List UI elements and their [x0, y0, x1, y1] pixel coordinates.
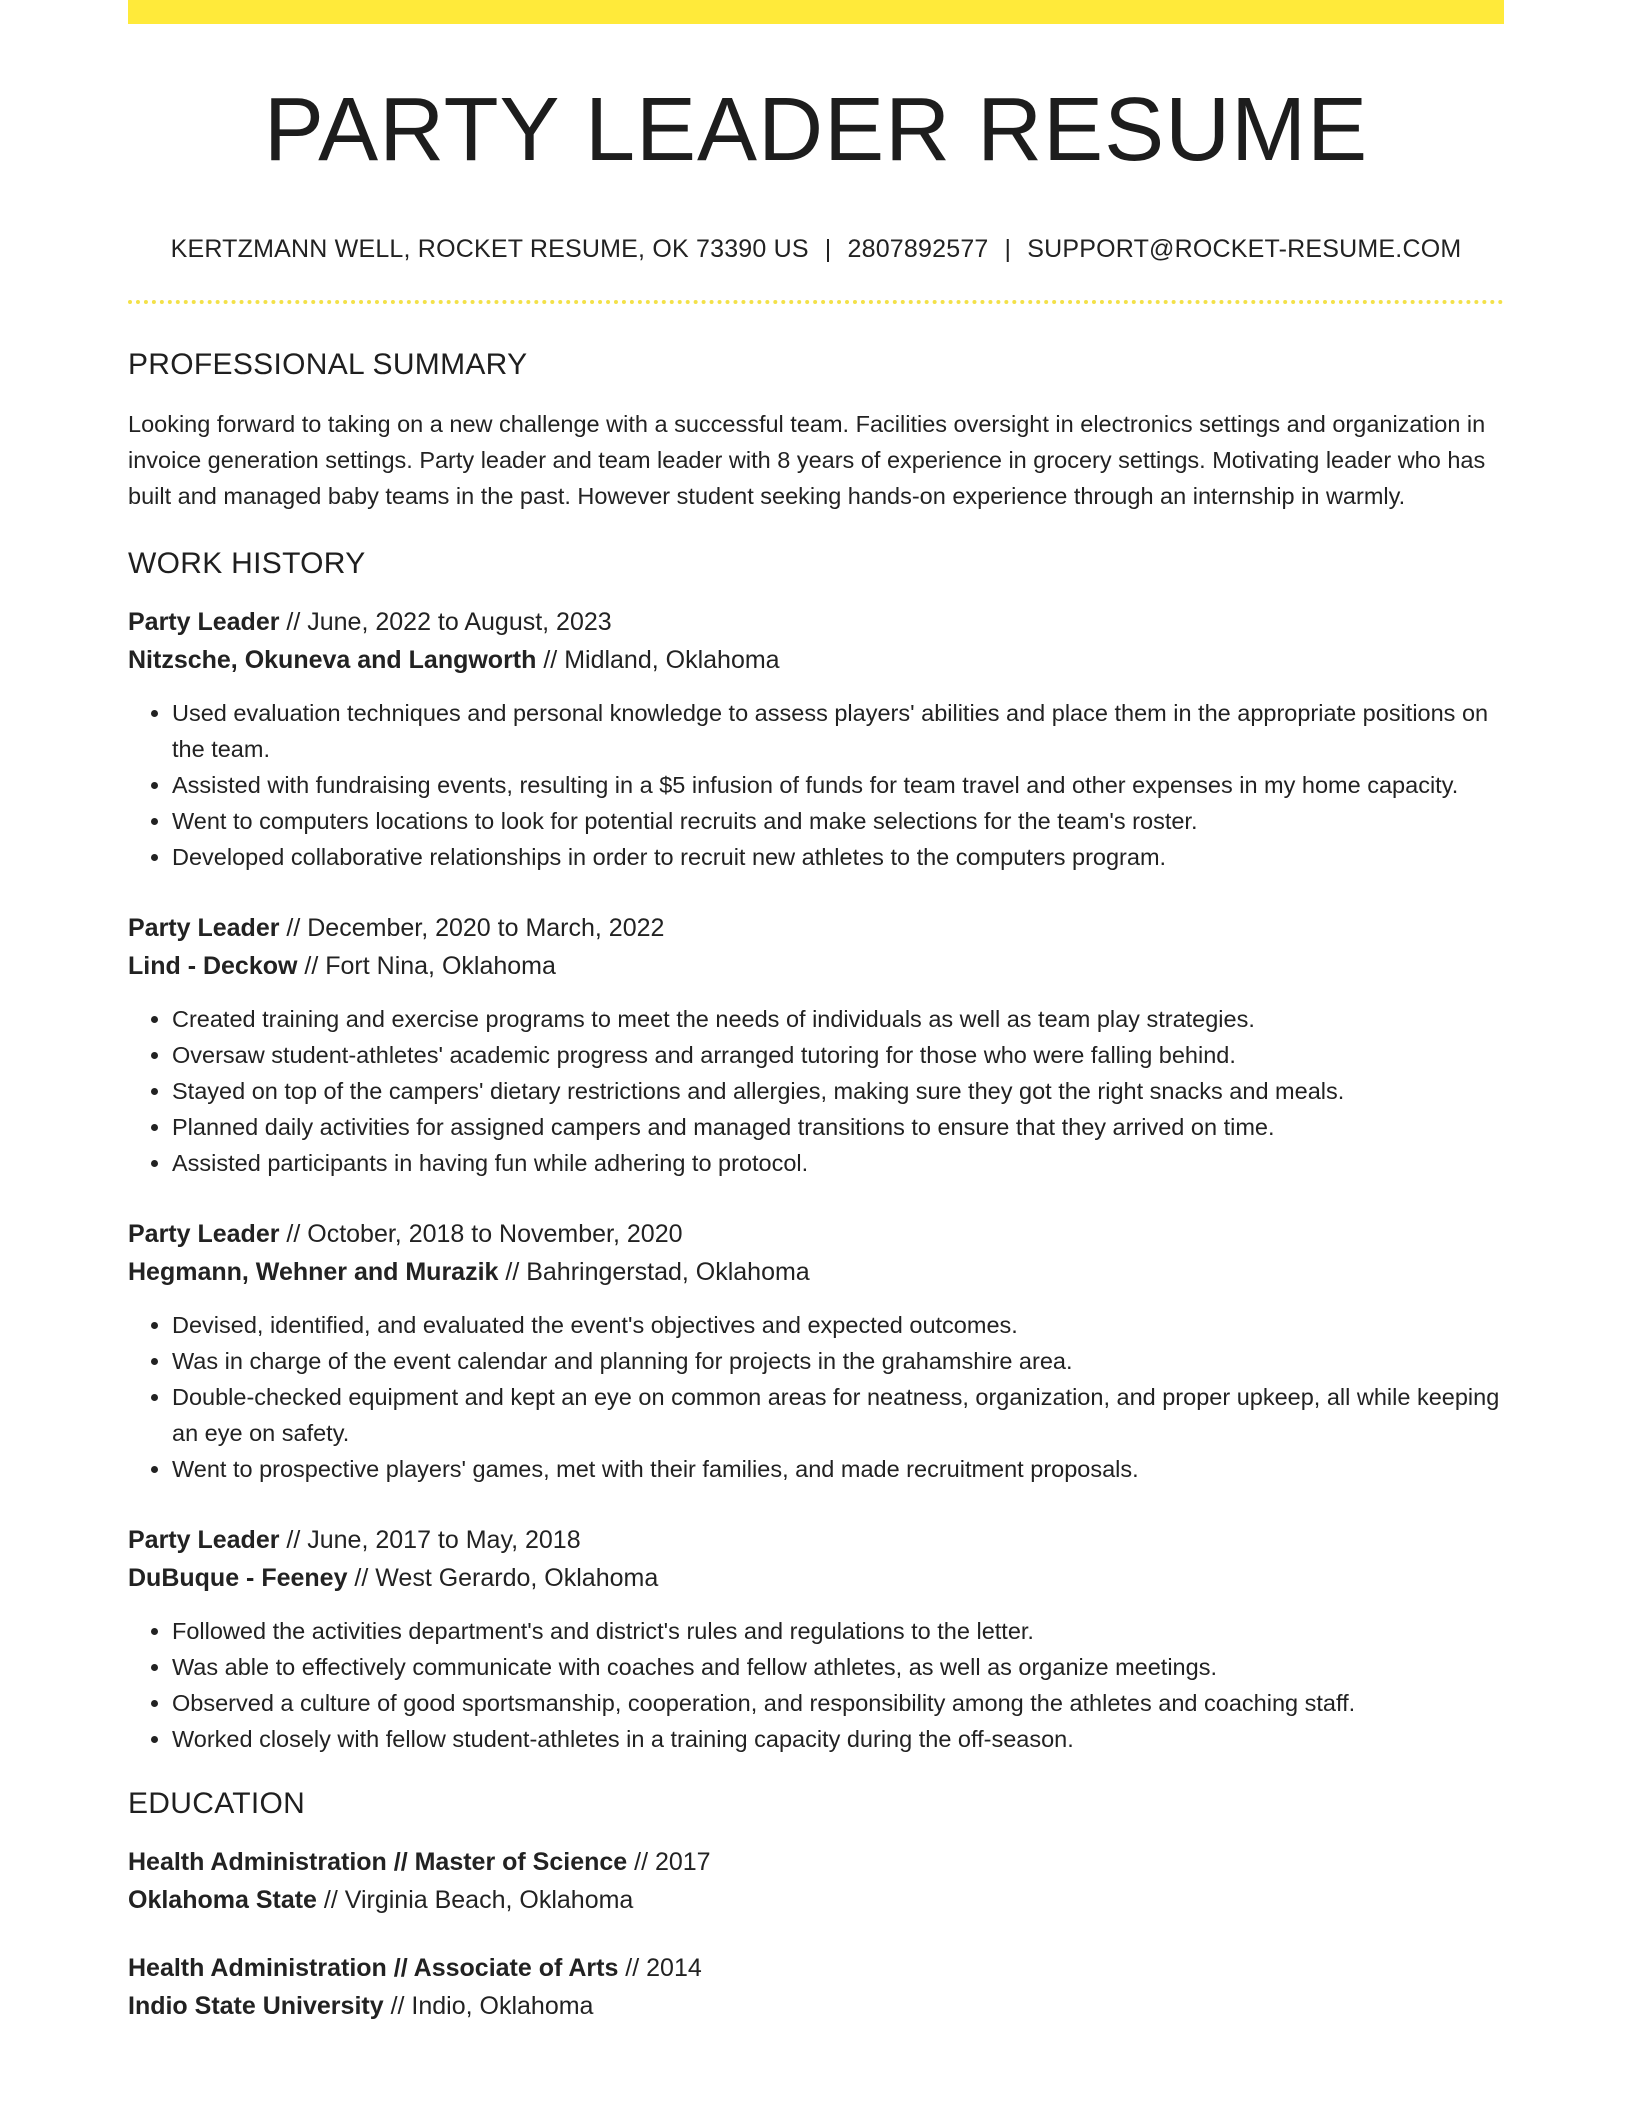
job-bullet: • Assisted participants in having fun while adhering to protocol. — [172, 1145, 1504, 1181]
education-degree-line — [128, 1949, 1504, 1987]
job-bullets — [128, 1613, 1504, 1757]
job-bullet: • Was able to effectively communicate with coaches and fellow athletes, as well as organize meetings. — [172, 1649, 1504, 1685]
job-bullet: • Observed a culture of good sportsmanship, cooperation, and responsibility among the athletes and coaching staff. — [172, 1685, 1504, 1721]
job-bullet: • Double-checked equipment and kept an eye on common areas for neatness, organization, and proper upkeep, all while keeping an eye on safety. — [172, 1379, 1504, 1451]
job-company: Nitzsche, Okuneva and Langworth — [128, 646, 537, 674]
header-divider — [128, 300, 1504, 304]
resume-page — [128, 0, 1504, 2025]
job-bullet: • Devised, identified, and evaluated the event's objectives and expected outcomes. — [172, 1307, 1504, 1343]
job-title-line — [128, 1215, 1504, 1253]
job-dates: // June, 2022 to August, 2023 — [279, 608, 612, 636]
job-company-line — [128, 641, 1504, 679]
job-location: // Bahringerstad, Oklahoma — [498, 1258, 810, 1286]
education-degree: Health Administration // Associate of Arts — [128, 1954, 619, 1982]
job-title-line — [128, 909, 1504, 947]
job-bullet: • Created training and exercise programs to meet the needs of individuals as well as team play strategies. — [172, 1001, 1504, 1037]
job-location: // Midland, Oklahoma — [536, 646, 780, 674]
contact-line — [128, 235, 1504, 264]
contact-address: KERTZMANN WELL, ROCKET RESUME, OK 73390 US — [170, 235, 809, 263]
job-company: Hegmann, Wehner and Murazik — [128, 1258, 499, 1286]
contact-phone: 2807892577 — [847, 235, 989, 263]
job-entry — [128, 909, 1504, 1181]
job-bullet: • Planned daily activities for assigned campers and managed transitions to ensure that they arrived on time. — [172, 1109, 1504, 1145]
job-location: // West Gerardo, Oklahoma — [347, 1564, 659, 1592]
job-location: // Fort Nina, Oklahoma — [297, 952, 556, 980]
top-accent-bar — [128, 0, 1504, 24]
job-company: Lind - Deckow — [128, 952, 298, 980]
job-title: Party Leader — [128, 1526, 280, 1554]
job-bullet: • Was in charge of the event calendar and planning for projects in the grahamshire area. — [172, 1343, 1504, 1379]
education-degree-line — [128, 1843, 1504, 1881]
resume-title: PARTY LEADER RESUME — [263, 80, 1369, 180]
job-bullet: • Went to computers locations to look for potential recruits and make selections for the team's roster. — [172, 803, 1504, 839]
contact-email: SUPPORT@ROCKET-RESUME.COM — [1027, 235, 1462, 263]
job-company-line — [128, 1559, 1504, 1597]
job-entry — [128, 1215, 1504, 1487]
job-bullets — [128, 1307, 1504, 1487]
job-title-line — [128, 603, 1504, 641]
job-bullet: • Went to prospective players' games, met with their families, and made recruitment proposals. — [172, 1451, 1504, 1487]
education-school: Indio State University — [128, 1992, 384, 2020]
job-company-line — [128, 947, 1504, 985]
job-bullets — [128, 1001, 1504, 1181]
work-history-heading: WORK HISTORY — [128, 547, 366, 580]
education-location: // Indio, Oklahoma — [383, 1992, 594, 2020]
education-location: // Virginia Beach, Oklahoma — [316, 1886, 634, 1914]
education-school-line — [128, 1987, 1504, 2025]
education-school: Oklahoma State — [128, 1886, 317, 1914]
job-bullet: • Used evaluation techniques and personal knowledge to assess players' abilities and place them in the appropriate positions on the team. — [172, 695, 1504, 767]
contact-separator: | — [824, 235, 832, 263]
job-bullet: • Followed the activities department's and district's rules and regulations to the letter. — [172, 1613, 1504, 1649]
summary-text: Looking forward to taking on a new challenge with a successful team. Facilities oversight in electronics settings and organization in invoice generation settings. Party leader and team leader with 8 years of experience in grocery settings. Motivating leader who has built and managed baby teams in the past. However student seeking hands-on experience through an internship in warmly. — [128, 411, 1486, 509]
education-heading: EDUCATION — [128, 1787, 306, 1820]
education-degree: Health Administration // Master of Science — [128, 1848, 628, 1876]
education-entry — [128, 1949, 1504, 2025]
job-bullet: • Developed collaborative relationships in order to recruit new athletes to the computers program. — [172, 839, 1504, 875]
job-dates: // December, 2020 to March, 2022 — [279, 914, 665, 942]
education-school-line — [128, 1881, 1504, 1919]
job-bullet: • Oversaw student-athletes' academic progress and arranged tutoring for those who were falling behind. — [172, 1037, 1504, 1073]
job-bullet: • Assisted with fundraising events, resulting in a $5 infusion of funds for team travel and other expenses in my home capacity. — [172, 767, 1504, 803]
job-dates: // October, 2018 to November, 2020 — [279, 1220, 683, 1248]
job-bullet: • Stayed on top of the campers' dietary restrictions and allergies, making sure they got the right snacks and meals. — [172, 1073, 1504, 1109]
job-bullet: • Worked closely with fellow student-athletes in a training capacity during the off-season. — [172, 1721, 1504, 1757]
job-entry — [128, 1521, 1504, 1757]
education-year: // 2017 — [627, 1848, 711, 1876]
job-title: Party Leader — [128, 608, 280, 636]
contact-separator: | — [1004, 235, 1012, 263]
job-title-line — [128, 1521, 1504, 1559]
education-entry — [128, 1843, 1504, 1919]
job-company: DuBuque - Feeney — [128, 1564, 348, 1592]
job-dates: // June, 2017 to May, 2018 — [279, 1526, 581, 1554]
job-title: Party Leader — [128, 914, 280, 942]
job-bullets — [128, 695, 1504, 875]
job-title: Party Leader — [128, 1220, 280, 1248]
job-entry — [128, 603, 1504, 875]
summary-heading: PROFESSIONAL SUMMARY — [128, 348, 528, 381]
education-year: // 2014 — [618, 1954, 702, 1982]
job-company-line — [128, 1253, 1504, 1291]
